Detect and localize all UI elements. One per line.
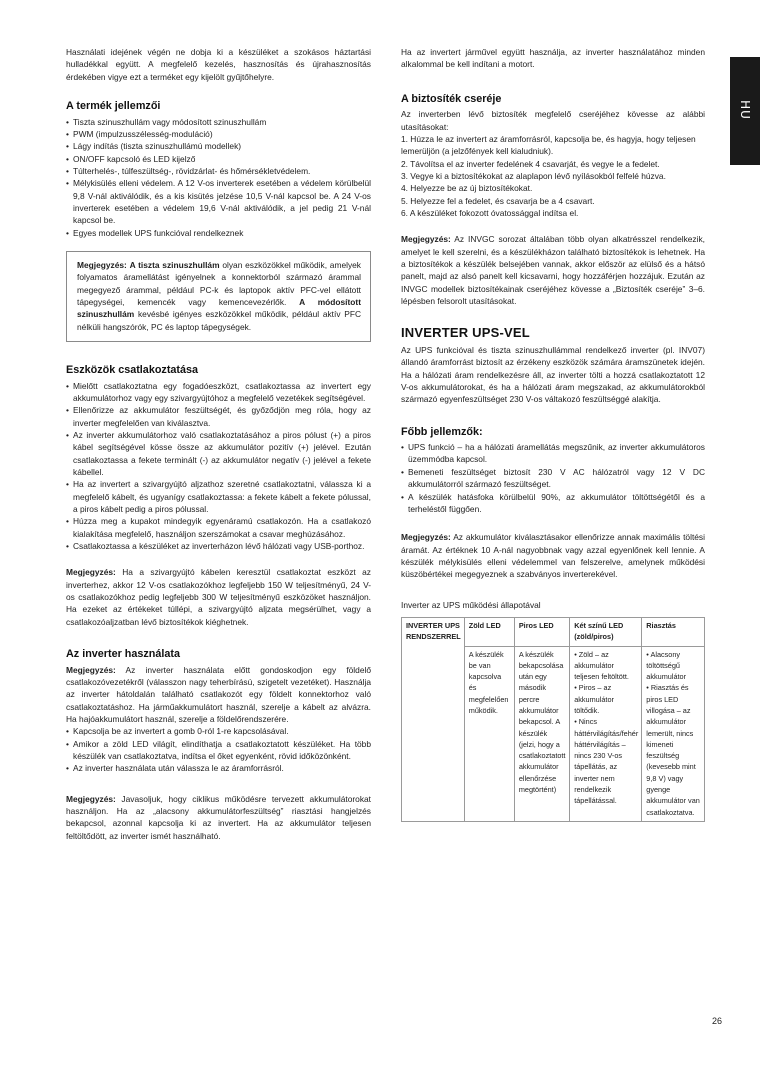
list-item: • Lágy indítás (tiszta szinuszhullámú modellek) <box>66 140 371 152</box>
grounding-note: Megjegyzés: Az inverter használata előtt gondoskodjon egy földelő csatlakozóvezetékről (válasszon nagy teherbírású, szigetelt vezetéket). Használja az inverter hátoldalán található csatlakozót egy földelt konnektorhoz való csatlakoztatáshoz. Ha járműakkumulátort használ, szerelje a kábelt az alvázra. Ha hajóakkumulátort használ, szerelje a földelőrendszerére. <box>66 664 371 724</box>
list-item: • Bemeneti feszültséget biztosít 230 V AC hálózatról vagy 12 V DC akkumulátorról származó feszültséget. <box>401 466 705 491</box>
features-list <box>66 116 371 239</box>
sine-wave-note-box <box>66 251 371 342</box>
battery-current-note: Megjegyzés: Az akkumulátor kiválasztásakor ellenőrizze annak maximális töltési áramát. Az értéknek 10 A-nál nagyobbnak vagy azzal egyenlőnek kell lennie. A készülék mélykisülés elleni védelemmel van felszerelve, amelynek működési küszöbértékei megegyeznek a szabványos inverterekével. <box>401 532 705 580</box>
ups-status-table <box>401 617 705 822</box>
list-item: • Az inverter használata után válassza le az áramforrásról. <box>66 762 371 774</box>
list-item: 1. Húzza le az invertert az áramforrásról, kapcsolja be, és hagyja, hogy teljesen lemerüljön (a jelzőfények kell kialudniuk). <box>401 133 696 157</box>
list-item: • Mielőtt csatlakoztatna egy fogadóeszközt, csatlakoztassa az invertert egy akkumulátorhoz vagy egy szivargyújtóhoz a megfelelő vezetékek segítségével. <box>66 380 371 405</box>
battery-cycle-note: Megjegyzés: Javasoljuk, hogy ciklikus működésre tervezett akkumulátorokat használjon. Ha az „alacsony akkumulátorfeszültség” riasztási hangjelzés bekapcsol, azonnal kapcsolja ki az invertert. Ha az akkumulátor teljesen feltöltődött, az inverter ismét használható. <box>66 793 371 841</box>
list-item: • Ellenőrizze az akkumulátor feszültségét, és győződjön meg róla, hogy az inverter megfelelően van kiválasztva. <box>66 404 371 429</box>
disposal-paragraph: Használati idejének végén ne dobja ki a készüléket a szokásos háztartási hulladékkal együtt. A megfelelő kezelés, hasznosítás és újrahasznosítás érdekében vigye ezt a terméket egy kijelölt gyűjtőhelyre. <box>66 47 371 82</box>
list-item: 4. Helyezze be az új biztosítékokat. <box>401 183 533 194</box>
vehicle-paragraph: Ha az invertert járművel együtt használja, az inverter használatához minden alkalommal be kell indítani a motort. <box>401 47 705 70</box>
table-header-row <box>402 617 705 646</box>
main-features-list <box>401 441 705 515</box>
table-cell: • Alacsony töltöttségű akkumulátor • Riasztás és piros LED villogása – az akkumulátor lemerült, nincs kimeneti feszültség (kevesebb mint 9,8 V) vagy gyenge akkumulátor van csatlakoztatva. <box>642 646 705 821</box>
table-header: INVERTER UPS RENDSZERREL <box>402 617 465 821</box>
list-item: • Egyes modellek UPS funkcióval rendelkeznek <box>66 227 371 239</box>
list-item: 3. Vegye ki a biztosítékokat az alaplapon lévő nyílásokból felfelé húzva. <box>401 170 666 181</box>
right-column <box>401 46 705 822</box>
table-caption: Inverter az UPS működési állapotával <box>401 599 541 610</box>
fuse-intro: Az inverterben lévő biztosíték megfelelő cseréjéhez kövesse az alábbi utasításokat: <box>401 109 705 132</box>
connect-heading: Eszközök csatlakoztatása <box>66 364 199 377</box>
main-features-heading: Főbb jellemzők: <box>401 425 483 438</box>
list-item: 6. A készüléket fokozott óvatossággal indítsa el. <box>401 207 579 218</box>
cigarette-lighter-note: Megjegyzés: Ha a szivargyújtó kábelen keresztül csatlakoztat eszközt az inverterhez, akkor 12 V-os csatlakozókhoz legfeljebb 150 W teljesítményű, 24 V-os csatlakozókhoz pedig legfeljebb 300 W teljesítményű eszközöket használjon. Ha ezeket az értékeket túllépi, a szivargyújtó aljzata megsérülhet, vagy a csatlakozóaljzatban lévő biztosítékok kiéghetnek. <box>66 567 371 627</box>
invgc-note: Megjegyzés: Az INVGC sorozat általában több olyan alkatrésszel rendelkezik, amelyet le kell szerelni, és a készülékházon található biztosítékok is lehetnek. Ha a biztosítékok a készülék belsejében vannak, akkor először az elülső és a hátsó panelt, majd az alsó panelt kell kicsavarni, hogy hozzáférjen hozzájuk. Ezután az INVGC modellek biztosítékainak cseréjéhez kövesse a „Biztosíték cseréje” 3–6. lépésben felsorolt utasításokat. <box>401 234 705 306</box>
list-item: • PWM (impulzusszélesség-moduláció) <box>66 128 371 140</box>
list-item: • Tiszta szinuszhullám vagy módosított szinuszhullám <box>66 116 371 128</box>
connect-list <box>66 380 371 553</box>
table-header: Két színű LED (zöld/piros) <box>570 617 642 646</box>
sine-wave-note: Megjegyzés: A tiszta szinuszhullám olyan eszközökkel működik, amelyek folyamatos áramellátást igényelnek a konnektorból származó árammal megegyező árammal, például PC-k és laptopok aktív PFC-vel ellátott tápegységei, kemencék vagy kemencevezérlők. A módosított szinuszhullám kevésbé igényes eszközökkel működik, például aktív PFC nélküli hangszórók, PC és laptop tápegységek. <box>77 259 361 332</box>
fuse-heading: A biztosíték cseréje <box>401 92 502 105</box>
table-cell: • Zöld – az akkumulátor teljesen feltöltött. • Piros – az akkumulátor töltődik. • Nincs háttérvilágítás/fehér háttérvilágítás – nincs 230 V-os tápellátás, az inverter nem rendelkezik tápellátással. <box>570 646 642 821</box>
list-item: • ON/OFF kapcsoló és LED kijelző <box>66 153 371 165</box>
left-column <box>66 46 371 842</box>
ups-intro: Az UPS funkcióval és tiszta szinuszhullámmal rendelkező inverter (pl. INV07) állandó áramforrást biztosít az érzékeny eszközök számára áramszünetek idején. Ha a hálózati áram rendelkezésre áll, az inverter tölti a hozzá csatlakoztatott 12 V-os akkumulátorokat, és ha a hálózati áram megszakad, az akkumulátorokból származó egyenfeszültséget 230 V-os váltakozó feszültséggé alakítja. <box>401 344 705 405</box>
list-item: • Túlterhelés-, túlfeszültség-, rövidzárlat- és hőmérsékletvédelem. <box>66 165 371 177</box>
ups-heading: INVERTER UPS-VEL <box>401 325 530 341</box>
list-item: • Csatlakoztassa a készüléket az inverterházon lévő hálózati vagy USB-porthoz. <box>66 540 371 552</box>
table-header: Riasztás <box>642 617 705 646</box>
page-number: 26 <box>711 1016 722 1026</box>
table-header: Piros LED <box>514 617 569 646</box>
list-item: 2. Távolítsa el az inverter fedelének 4 csavarját, és vegye le a fedelet. <box>401 158 660 169</box>
list-item: • Ha az invertert a szivargyújtó aljzathoz szeretné csatlakoztatni, válassza ki a megfelelő kábelt, és ugyanígy csatlakoztassa: a fekete kábelt a fekete pólussal, a piros kábelt pedig a piros pólussal. <box>66 478 371 515</box>
list-item: • Kapcsolja be az invertert a gomb 0-ról 1-re kapcsolásával. <box>66 725 371 737</box>
table-cell: A készülék bekapcsolása után egy második percre akkumulátor bekapcsol. A készülék (jelzi, hogy a csatlakoztatott akkumulátor ellenőrzése megtörtént) <box>514 646 569 821</box>
fuse-steps <box>401 133 705 219</box>
list-item: • UPS funkció – ha a hálózati áramellátás megszűnik, az inverter akkumulátoros üzemmódba kapcsol. <box>401 441 705 466</box>
features-heading: A termék jellemzői <box>66 100 161 113</box>
list-item: • Az inverter akkumulátorhoz való csatlakoztatásához a piros pólust (+) a piros kábel segítségével kösse össze az akkumulátor pozitív (+) jelével. Ezután csatlakoztassa a fekete terminált (-) az akkumulátor negatív (-) jelével a fekete kábellel. <box>66 429 371 478</box>
language-tab-label: HU <box>738 100 752 120</box>
list-item: 5. Helyezze fel a fedelet, és csavarja be a 4 csavart. <box>401 195 595 206</box>
table-cell: A készülék be van kapcsolva és megfelelően működik. <box>464 646 514 821</box>
usage-list <box>66 725 371 774</box>
list-item: • Mélykisülés elleni védelem. A 12 V-os inverterek esetében a védelem körülbelül 9,8 V-nál aktiválódik, és a kis kisütés jelzése 10,5 V-nál kapcsol be. A 24 V-os inverterek esetében a védelem 19,6 V-nál aktiválódik, a jel pedig 21 V-nál kapcsol be. <box>66 177 371 226</box>
usage-heading: Az inverter használata <box>66 648 181 661</box>
list-item: • Amikor a zöld LED világít, elindíthatja a csatlakoztatott készüléket. Ha több készülék van csatlakoztatva, indítsa el őket egyenként, rövid időközönként. <box>66 738 371 763</box>
table-header: Zöld LED <box>464 617 514 646</box>
list-item: • A készülék hatásfoka körülbelül 90%, az akkumulátor töltöttségétől és a terheléstől függően. <box>401 491 705 516</box>
language-tab <box>730 57 760 165</box>
list-item: • Húzza meg a kupakot mindegyik egyenáramú csatlakozón. Ha a csatlakozó kialakítása megfelelő, használjon szerszámokat a csavar meghúzásához. <box>66 515 371 540</box>
